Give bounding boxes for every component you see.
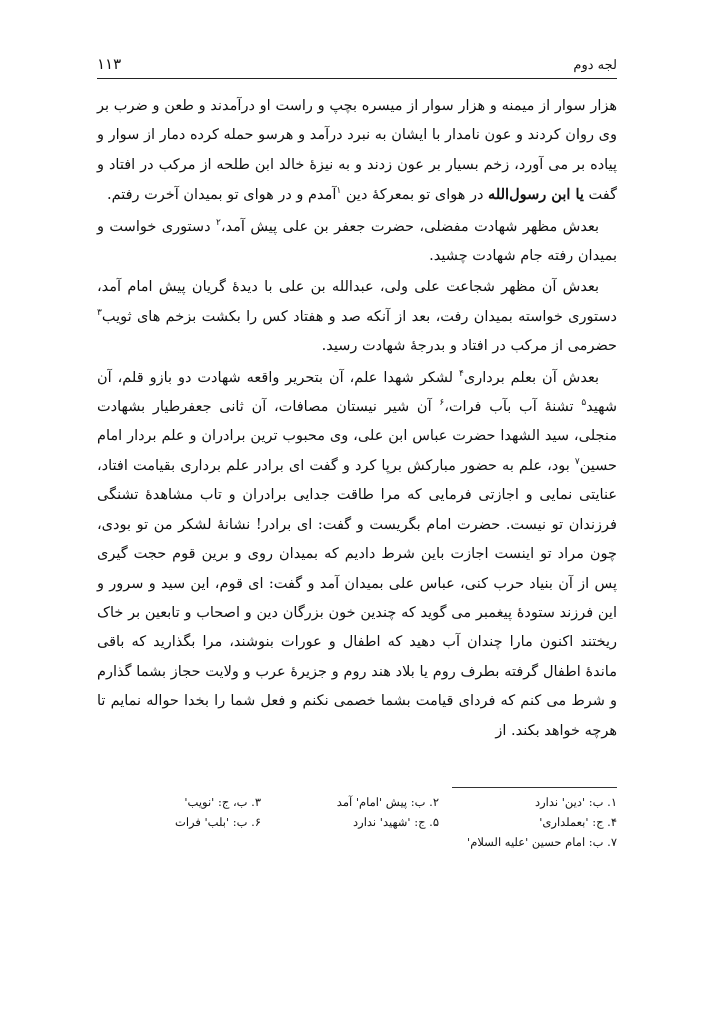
footnote: ۲. ب: پیش 'امام' آمد <box>336 795 439 809</box>
page-number: ۱۱۳ <box>97 55 122 73</box>
running-header <box>97 52 617 79</box>
footnote-separator <box>452 787 617 788</box>
text-run: بعدش آن بعلم برداری <box>463 369 600 386</box>
footnote-row <box>97 832 617 852</box>
text-run: بعدش آن مظهر شجاعت علی ولی، عبدالله بن علی با دیدهٔ گریان پیش امام آمد، دستوری خواسته بمیدان رفت، بعد از آنکه صد و هفتاد کس را بکشت بزخم های ثویب <box>97 279 617 325</box>
footnote-row <box>97 792 617 812</box>
paragraph <box>97 364 617 746</box>
paragraph <box>97 92 617 211</box>
text-run: تشنهٔ آب بآب فرات، <box>444 399 582 416</box>
paragraph <box>97 273 617 361</box>
footnote: ۱. ب: 'دین' ندارد <box>534 795 617 809</box>
footnote-marker: ۵ <box>581 398 587 409</box>
text-run: آمدم و در هوای تو بمیدان آخرت رفتم. <box>106 187 337 204</box>
footnote: ۳. ب، ج: 'نویب' <box>184 795 261 809</box>
text-run: بعدش مظهر شهادت مفضلی، حضرت جعفر بن علی پیش آمد، <box>220 218 599 235</box>
text-run: بود، علم به حضور مبارکش برپا کرد و گفت ای برادر علم برداری بقیامت افتاد، عنایتی نمایی و اجازتی فرمایی که مرا طاقت جدایی برادران و تاب مشاهدهٔ تشنگی فرزندان تو نیست. حضرت امام بگریست و گفت: ای برادر! نشانهٔ لشکر من تو بودی، چون مراد تو اینست اجازت باین شرط دادیم که بمیدان روی و برین قوم حجت گیری پس از آن بنیاد حرب کنی، عباس علی بمیدان آمد و گفت: ای قوم، این سید و سرور و این فرزند ستودهٔ پیغمبر می گوید که چندین خون بزرگان دین و اصحاب و تابعین بر خاک ریختند اکنون مارا چندان آب دهید که اطفال و عورات بنوشند، مرا بگذارید که باقی ماندهٔ اطفال گرفته بطرف روم یا بلاد هند روم و جزیرهٔ عرب و ولایت حجاز بشما گذارم و شرط می کنم که فردای قیامت بشما خصمی نکنم و فعل شما را بخدا حواله نمایم تا هرچه خواهد بکند. از <box>97 457 617 739</box>
document-page <box>97 52 617 972</box>
footnote: ۶. ب: 'بلب' فرات <box>175 815 261 829</box>
footnote-marker: ۱ <box>336 186 342 197</box>
chapter-title: لجه دوم <box>573 58 617 73</box>
footnote-marker: ۴ <box>459 368 464 379</box>
footnote-marker: ۷ <box>574 457 580 468</box>
text-run: حضرمی از مرکب در افتاد و بدرجهٔ شهادت رسید. <box>321 338 617 355</box>
footnote: ۷. ب: امام حسین 'علیه السلام' <box>467 835 617 849</box>
text-run: دستوری خواست و بمیدان رفته جام شهادت چشید. <box>97 218 617 265</box>
footnotes <box>97 792 617 852</box>
footnote-marker: ۳ <box>97 308 102 319</box>
text-run: آن شیر نیستان مصافات، آن ثانی جعفرطیار بشهادت منجلی، سید الشهدا حضرت عباس ابن علی، وی محبوب ترین برادران و علم بردار امام حسین <box>97 399 617 474</box>
footnote: ۵. ج: 'شهید' ندارد <box>353 815 439 829</box>
text-run: لشکر شهدا علم، آن بتحریر واقعه شهادت دو بازو قلم، آن شهید <box>97 369 617 416</box>
footnote-row <box>97 812 617 832</box>
paragraph <box>97 213 617 272</box>
text-run: هزار سوار از میمنه و هزار سوار از میسره بچپ و راست او درآمدند و طعن و ضرب بر وی روان کردند و عون نامدار با ایشان به نبرد درآمد و هرسو حمله کرده دمار از سوار و پیاده بر می آورد، زخم بسیار بر عون زدند و به نیزهٔ خالد ابن طلحه از مرکب در افتاد و گفت <box>97 98 617 204</box>
text-run: در هوای تو بمعرکهٔ دین <box>341 187 489 204</box>
body-text <box>97 92 617 748</box>
footnote-marker: ۲ <box>215 217 221 228</box>
bold-phrase: یا ابن رسول‌الله <box>488 186 584 204</box>
footnote: ۴. ج: 'بعملداری' <box>539 815 617 829</box>
footnote-marker: ۶ <box>439 398 445 409</box>
